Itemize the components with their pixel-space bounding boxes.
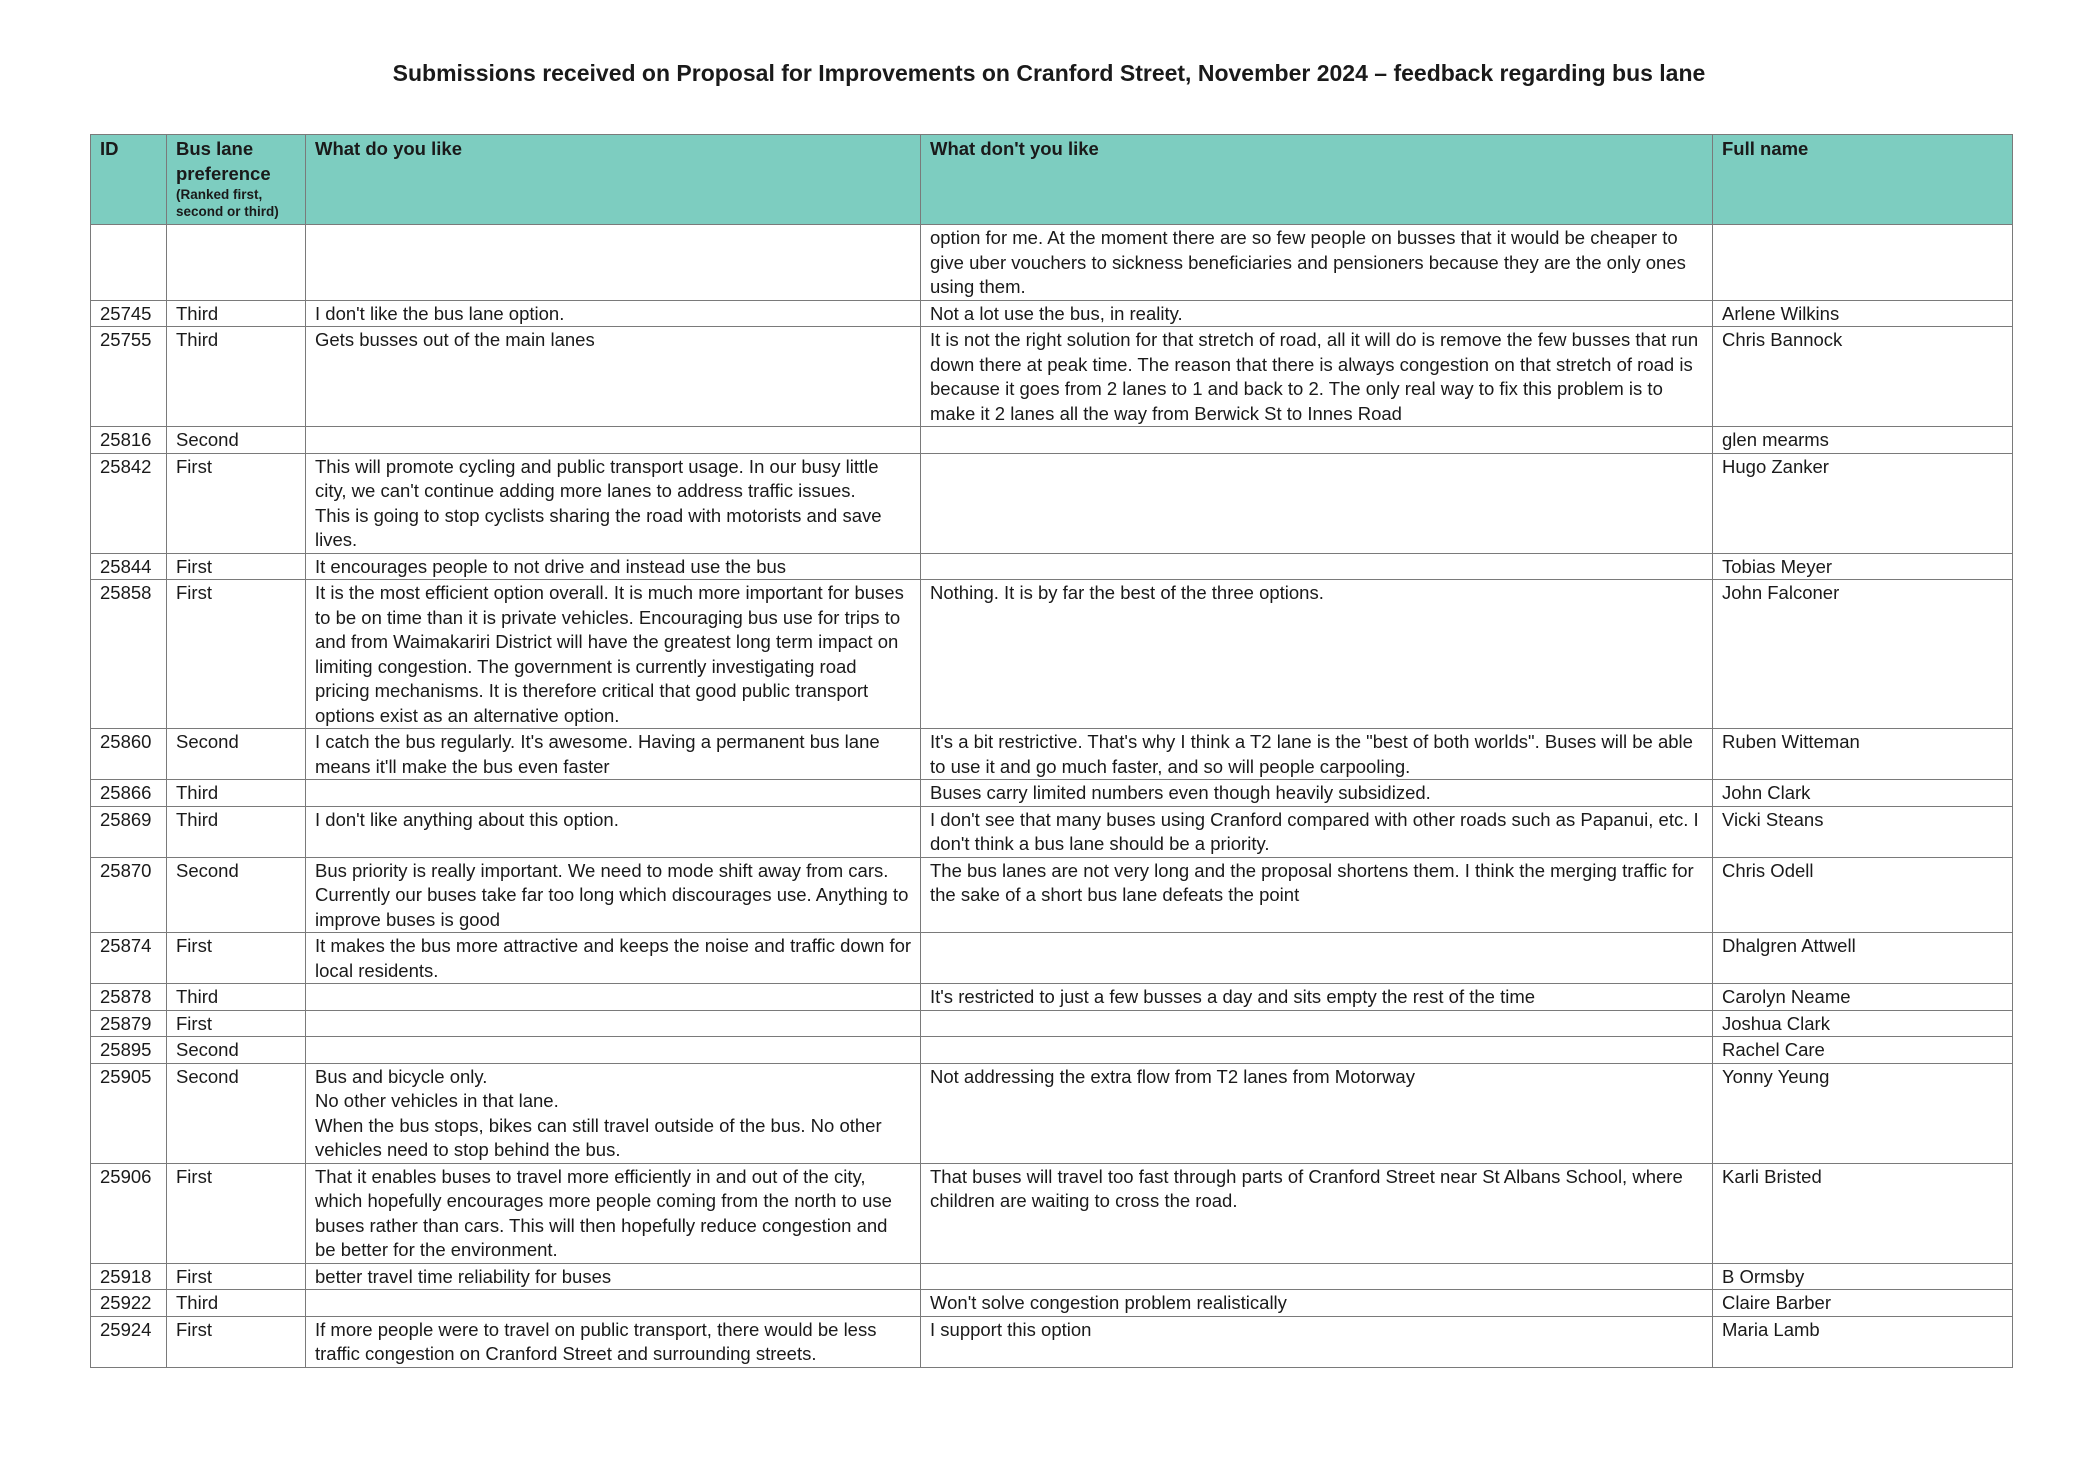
cell-full-name: Maria Lamb <box>1713 1316 2013 1367</box>
table-row <box>91 780 2013 807</box>
cell-id: 25860 <box>91 729 167 780</box>
cell-what-dont-you-like: It's a bit restrictive. That's why I think a T2 lane is the "best of both worlds". Buses will be able to use it and go much faster, and so will people carpooling. <box>921 729 1713 780</box>
cell-bus-lane-preference: Second <box>167 427 306 454</box>
cell-bus-lane-preference: Third <box>167 300 306 327</box>
table-row <box>91 453 2013 553</box>
cell-what-do-you-like: Bus priority is really important. We need to mode shift away from cars. Currently our buses take far too long which discourages use. Anything to improve buses is good <box>306 857 921 933</box>
cell-what-dont-you-like: Won't solve congestion problem realistically <box>921 1290 1713 1317</box>
cell-id: 25866 <box>91 780 167 807</box>
header-preference-label: Bus lane preference <box>176 138 271 184</box>
table-row <box>91 553 2013 580</box>
cell-full-name: Carolyn Neame <box>1713 984 2013 1011</box>
cell-id: 25895 <box>91 1037 167 1064</box>
cell-what-dont-you-like: The bus lanes are not very long and the proposal shortens them. I think the merging traffic for the sake of a short bus lane defeats the point <box>921 857 1713 933</box>
table-body <box>91 225 2013 1368</box>
cell-bus-lane-preference: Third <box>167 984 306 1011</box>
cell-bus-lane-preference: First <box>167 1163 306 1263</box>
cell-what-do-you-like: I don't like anything about this option. <box>306 806 921 857</box>
table-row <box>91 1010 2013 1037</box>
header-full-name: Full name <box>1713 135 2013 225</box>
cell-id: 25922 <box>91 1290 167 1317</box>
table-row <box>91 1063 2013 1163</box>
cell-what-do-you-like <box>306 984 921 1011</box>
cell-bus-lane-preference: Third <box>167 327 306 427</box>
cell-full-name: Dhalgren Attwell <box>1713 933 2013 984</box>
cell-what-dont-you-like <box>921 553 1713 580</box>
header-what-dont-you-like: What don't you like <box>921 135 1713 225</box>
cell-full-name: Arlene Wilkins <box>1713 300 2013 327</box>
cell-id: 25755 <box>91 327 167 427</box>
cell-id: 25906 <box>91 1163 167 1263</box>
cell-bus-lane-preference: First <box>167 553 306 580</box>
cell-id: 25918 <box>91 1263 167 1290</box>
cell-bus-lane-preference: First <box>167 1316 306 1367</box>
cell-bus-lane-preference: Second <box>167 1063 306 1163</box>
cell-bus-lane-preference: Third <box>167 806 306 857</box>
cell-what-dont-you-like <box>921 1263 1713 1290</box>
table-row <box>91 729 2013 780</box>
cell-what-dont-you-like <box>921 1010 1713 1037</box>
table-row <box>91 1263 2013 1290</box>
cell-full-name: Rachel Care <box>1713 1037 2013 1064</box>
cell-what-dont-you-like: It is not the right solution for that stretch of road, all it will do is remove the few busses that run down there at peak time. The reason that there is always congestion on that stretch of road is because it goes from 2 lanes to 1 and back to 2. The only real way to fix this problem is to make it 2 lanes all the way from Berwick St to Innes Road <box>921 327 1713 427</box>
cell-full-name: Karli Bristed <box>1713 1163 2013 1263</box>
cell-what-do-you-like: It is the most efficient option overall. It is much more important for buses to be on time than it is private vehicles. Encouraging bus use for trips to and from Waimakariri District will have the greatest long term impact on limiting congestion. The government is currently investigating road pricing mechanisms. It is therefore critical that good public transport options exist as an alternative option. <box>306 580 921 729</box>
cell-full-name: Yonny Yeung <box>1713 1063 2013 1163</box>
cell-id: 25870 <box>91 857 167 933</box>
table-row <box>91 806 2013 857</box>
header-bus-lane-preference <box>167 135 306 225</box>
cell-what-do-you-like: This will promote cycling and public transport usage. In our busy little city, we can't continue adding more lanes to address traffic issues. This is going to stop cyclists sharing the road with motorists and save lives. <box>306 453 921 553</box>
table-row <box>91 1163 2013 1263</box>
cell-what-do-you-like: I catch the bus regularly. It's awesome. Having a permanent bus lane means it'll make the bus even faster <box>306 729 921 780</box>
document-title: Submissions received on Proposal for Improvements on Cranford Street, November 2024 – feedback regarding bus lane <box>392 60 1706 86</box>
cell-full-name: Hugo Zanker <box>1713 453 2013 553</box>
cell-bus-lane-preference: First <box>167 453 306 553</box>
cell-bus-lane-preference: Third <box>167 1290 306 1317</box>
cell-bus-lane-preference: Second <box>167 729 306 780</box>
cell-what-dont-you-like <box>921 427 1713 454</box>
cell-what-dont-you-like <box>921 453 1713 553</box>
cell-id: 25858 <box>91 580 167 729</box>
table-row <box>91 1290 2013 1317</box>
cell-id: 25869 <box>91 806 167 857</box>
header-what-do-you-like: What do you like <box>306 135 921 225</box>
cell-bus-lane-preference: Second <box>167 857 306 933</box>
table-row <box>91 933 2013 984</box>
cell-full-name: Ruben Witteman <box>1713 729 2013 780</box>
cell-bus-lane-preference: Third <box>167 780 306 807</box>
cell-what-do-you-like: Bus and bicycle only. No other vehicles in that lane. When the bus stops, bikes can still travel outside of the bus. No other vehicles need to stop behind the bus. <box>306 1063 921 1163</box>
table-row <box>91 225 2013 301</box>
cell-what-dont-you-like: It's restricted to just a few busses a day and sits empty the rest of the time <box>921 984 1713 1011</box>
cell-what-do-you-like <box>306 225 921 301</box>
table-row <box>91 857 2013 933</box>
header-id: ID <box>91 135 167 225</box>
cell-full-name <box>1713 225 2013 301</box>
cell-what-do-you-like <box>306 1037 921 1064</box>
cell-what-dont-you-like: Not addressing the extra flow from T2 lanes from Motorway <box>921 1063 1713 1163</box>
table-row <box>91 1037 2013 1064</box>
table-row <box>91 1316 2013 1367</box>
cell-full-name: Tobias Meyer <box>1713 553 2013 580</box>
cell-id: 25816 <box>91 427 167 454</box>
cell-what-dont-you-like: That buses will travel too fast through parts of Cranford Street near St Albans School, where children are waiting to cross the road. <box>921 1163 1713 1263</box>
cell-what-do-you-like: If more people were to travel on public transport, there would be less traffic congestion on Cranford Street and surrounding streets. <box>306 1316 921 1367</box>
cell-full-name: Vicki Steans <box>1713 806 2013 857</box>
cell-full-name: John Falconer <box>1713 580 2013 729</box>
cell-full-name: Joshua Clark <box>1713 1010 2013 1037</box>
cell-what-do-you-like: It makes the bus more attractive and keeps the noise and traffic down for local residents. <box>306 933 921 984</box>
header-row <box>91 135 2013 225</box>
cell-what-do-you-like: Gets busses out of the main lanes <box>306 327 921 427</box>
header-preference-note: (Ranked first, second or third) <box>176 187 279 219</box>
cell-what-do-you-like: better travel time reliability for buses <box>306 1263 921 1290</box>
table-row <box>91 327 2013 427</box>
cell-what-do-you-like <box>306 780 921 807</box>
cell-bus-lane-preference: First <box>167 933 306 984</box>
cell-what-do-you-like: That it enables buses to travel more efficiently in and out of the city, which hopefully encourages more people coming from the north to use buses rather than cars. This will then hopefully reduce congestion and be better for the environment. <box>306 1163 921 1263</box>
table-row <box>91 580 2013 729</box>
table-row <box>91 300 2013 327</box>
cell-what-do-you-like <box>306 427 921 454</box>
cell-full-name: glen mearms <box>1713 427 2013 454</box>
cell-id: 25874 <box>91 933 167 984</box>
cell-full-name: Chris Bannock <box>1713 327 2013 427</box>
cell-what-dont-you-like: Not a lot use the bus, in reality. <box>921 300 1713 327</box>
cell-what-do-you-like: It encourages people to not drive and instead use the bus <box>306 553 921 580</box>
cell-what-do-you-like <box>306 1290 921 1317</box>
cell-id <box>91 225 167 301</box>
cell-id: 25844 <box>91 553 167 580</box>
table-row <box>91 984 2013 1011</box>
cell-bus-lane-preference: Second <box>167 1037 306 1064</box>
cell-what-dont-you-like: Nothing. It is by far the best of the three options. <box>921 580 1713 729</box>
cell-id: 25878 <box>91 984 167 1011</box>
submissions-table <box>90 134 2013 1368</box>
cell-what-dont-you-like: option for me. At the moment there are so few people on busses that it would be cheaper to give uber vouchers to sickness beneficiaries and pensioners because they are the only ones using them. <box>921 225 1713 301</box>
cell-bus-lane-preference <box>167 225 306 301</box>
cell-bus-lane-preference: First <box>167 580 306 729</box>
table-header <box>91 135 2013 225</box>
cell-what-do-you-like: I don't like the bus lane option. <box>306 300 921 327</box>
cell-what-dont-you-like <box>921 933 1713 984</box>
cell-what-dont-you-like: Buses carry limited numbers even though heavily subsidized. <box>921 780 1713 807</box>
cell-full-name: B Ormsby <box>1713 1263 2013 1290</box>
cell-full-name: Chris Odell <box>1713 857 2013 933</box>
cell-id: 25879 <box>91 1010 167 1037</box>
cell-what-dont-you-like <box>921 1037 1713 1064</box>
cell-id: 25924 <box>91 1316 167 1367</box>
cell-full-name: Claire Barber <box>1713 1290 2013 1317</box>
cell-id: 25745 <box>91 300 167 327</box>
table-row <box>91 427 2013 454</box>
cell-what-dont-you-like: I don't see that many buses using Cranford compared with other roads such as Papanui, etc. I don't think a bus lane should be a priority. <box>921 806 1713 857</box>
cell-id: 25842 <box>91 453 167 553</box>
cell-full-name: John Clark <box>1713 780 2013 807</box>
cell-what-do-you-like <box>306 1010 921 1037</box>
cell-bus-lane-preference: First <box>167 1010 306 1037</box>
cell-id: 25905 <box>91 1063 167 1163</box>
cell-bus-lane-preference: First <box>167 1263 306 1290</box>
cell-what-dont-you-like: I support this option <box>921 1316 1713 1367</box>
